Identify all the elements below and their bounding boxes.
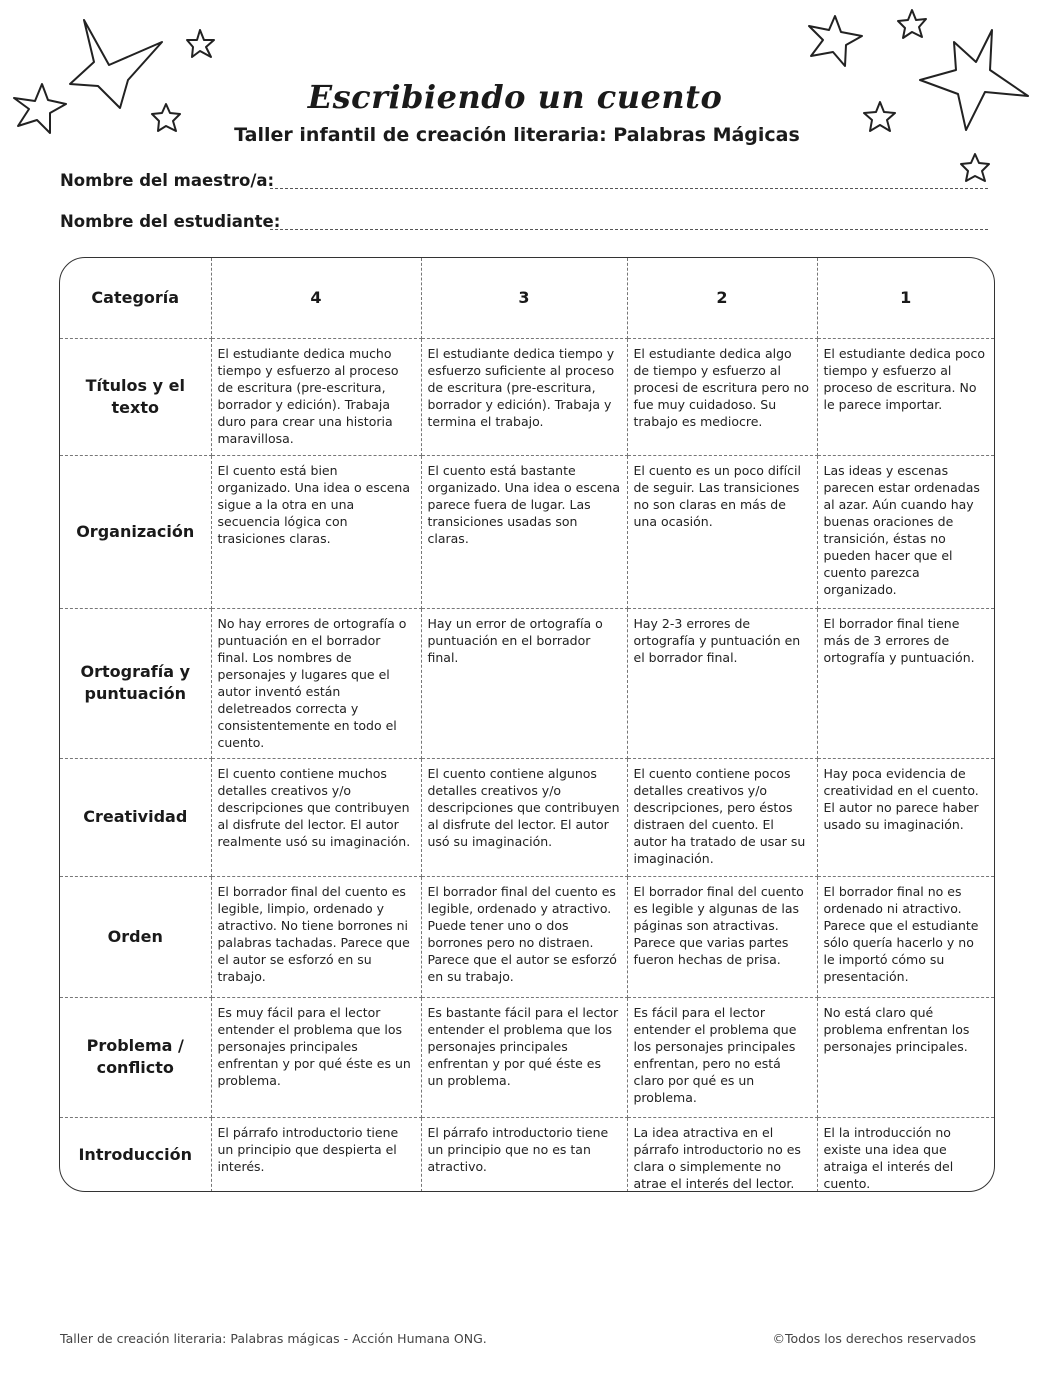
criteria-cell: Hay poca evidencia de creatividad en el cuento. El autor no parece haber usado su imaginación. [817, 758, 994, 876]
student-name-field[interactable] [270, 229, 988, 230]
category-cell: Introducción [60, 1117, 211, 1192]
star-icon [187, 30, 214, 57]
criteria-cell: El borrador final del cuento es legible y algunas de las páginas son atractivas. Parece que varias partes fueron hechas de prisa. [627, 876, 817, 997]
criteria-cell: El estudiante dedica algo de tiempo y esfuerzo al procesi de escritura pero no fue muy cuidadoso. Su trabajo es mediocre. [627, 338, 817, 455]
criteria-cell: El párrafo introductorio tiene un principio que no es tan atractivo. [421, 1117, 627, 1192]
table-row [60, 997, 994, 1117]
header-row [60, 258, 994, 338]
criteria-cell: El párrafo introductorio tiene un principio que despierta el interés. [211, 1117, 421, 1192]
category-cell: Problema / conflicto [60, 997, 211, 1117]
criteria-cell: El estudiante dedica poco tiempo y esfuerzo al proceso de escritura. No le parece importar. [817, 338, 994, 455]
footer-copyright: ©Todos los derechos reservados [772, 1331, 976, 1346]
criteria-cell: El cuento está bien organizado. Una idea o escena sigue a la otra en una secuencia lógica con trasiciones claras. [211, 455, 421, 608]
star-icon [809, 16, 862, 66]
footer-credit: Taller de creación literaria: Palabras mágicas - Acción Humana ONG. [60, 1331, 487, 1346]
criteria-cell: El estudiante dedica mucho tiempo y esfuerzo al proceso de escritura (pre-escritura, borrador y edición). Trabaja duro para crear una historia maravillosa. [211, 338, 421, 455]
teacher-name-field[interactable] [270, 188, 988, 189]
criteria-cell: El cuento contiene algunos detalles creativos y/o descripciones que contribuyen al disfrute del lector. El autor usó su imaginación. [421, 758, 627, 876]
table-row [60, 1117, 994, 1192]
criteria-cell: El borrador final del cuento es legible, limpio, ordenado y atractivo. No tiene borrones ni palabras tachadas. Parece que el autor se esforzó en su trabajo. [211, 876, 421, 997]
criteria-cell: Es muy fácil para el lector entender el problema que los personajes principales enfrentan y por qué éste es un problema. [211, 997, 421, 1117]
criteria-cell: El borrador final no es ordenado ni atractivo. Parece que el estudiante sólo quería hacerlo y no le importó cómo su presentación. [817, 876, 994, 997]
criteria-cell: Hay un error de ortografía o puntuación en el borrador final. [421, 608, 627, 758]
header-score-2: 2 [627, 258, 817, 338]
page-subtitle: Taller infantil de creación literaria: Palabras Mágicas [234, 124, 800, 146]
criteria-cell: El cuento está bastante organizado. Una idea o escena parece fuera de lugar. Las transiciones usadas son claras. [421, 455, 627, 608]
category-cell: Creatividad [60, 758, 211, 876]
header-score-1: 1 [817, 258, 994, 338]
criteria-cell: El cuento es un poco difícil de seguir. Las transiciones no son claras en más de una ocasión. [627, 455, 817, 608]
star-icon [961, 154, 989, 181]
criteria-cell: El estudiante dedica tiempo y esfuerzo suficiente al proceso de escritura (pre-escritura, borrador y edición). Trabaja y termina el trabajo. [421, 338, 627, 455]
table-row [60, 608, 994, 758]
header-score-4: 4 [211, 258, 421, 338]
criteria-cell: La idea atractiva en el párrafo introductorio no es clara o simplemente no atrae el interés del lector. [627, 1117, 817, 1192]
page-title: Escribiendo un cuento [307, 78, 723, 116]
criteria-cell: Es fácil para el lector entender el problema que los personajes principales enfrentan, pero no está claro por qué es un problema. [627, 997, 817, 1117]
header-score-3: 3 [421, 258, 627, 338]
star-icon [898, 10, 926, 38]
criteria-cell: El cuento contiene pocos detalles creativos y/o descripciones, pero éstos distraen del cuento. El autor ha tratado de usar su imaginación. [627, 758, 817, 876]
criteria-cell: El borrador final tiene más de 3 errores de ortografía y puntuación. [817, 608, 994, 758]
rubric-table [59, 257, 995, 1192]
criteria-cell: El cuento contiene muchos detalles creativos y/o descripciones que contribuyen al disfrute del lector. El autor realmente usó su imaginación. [211, 758, 421, 876]
criteria-cell: El borrador final del cuento es legible, ordenado y atractivo. Puede tener uno o dos borrones pero no distraen. Parece que el autor se esforzó en su trabajo. [421, 876, 627, 997]
table-row [60, 876, 994, 997]
criteria-cell: Hay 2-3 errores de ortografía y puntuación en el borrador final. [627, 608, 817, 758]
table-row [60, 338, 994, 455]
table-row [60, 758, 994, 876]
student-name-label: Nombre del estudiante: [60, 212, 281, 231]
category-cell: Orden [60, 876, 211, 997]
table-row [60, 455, 994, 608]
criteria-cell: Las ideas y escenas parecen estar ordenadas al azar. Aún cuando hay buenas oraciones de transición, éstas no pueden hacer que el cuento parezca organizado. [817, 455, 994, 608]
category-cell: Títulos y el texto [60, 338, 211, 455]
header-category: Categoría [60, 258, 211, 338]
category-cell: Ortografía y puntuación [60, 608, 211, 758]
criteria-cell: No hay errores de ortografía o puntuación en el borrador final. Los nombres de personajes y lugares que el autor inventó están deletreados correcta y consistentemente en todo el cuento. [211, 608, 421, 758]
category-cell: Organización [60, 455, 211, 608]
criteria-cell: El la introducción no existe una idea que atraiga el interés del cuento. [817, 1117, 994, 1192]
criteria-cell: Es bastante fácil para el lector entender el problema que los personajes principales enfrentan y por qué éste es un problema. [421, 997, 627, 1117]
criteria-cell: No está claro qué problema enfrentan los personajes principales. [817, 997, 994, 1117]
teacher-name-label: Nombre del maestro/a: [60, 171, 275, 190]
